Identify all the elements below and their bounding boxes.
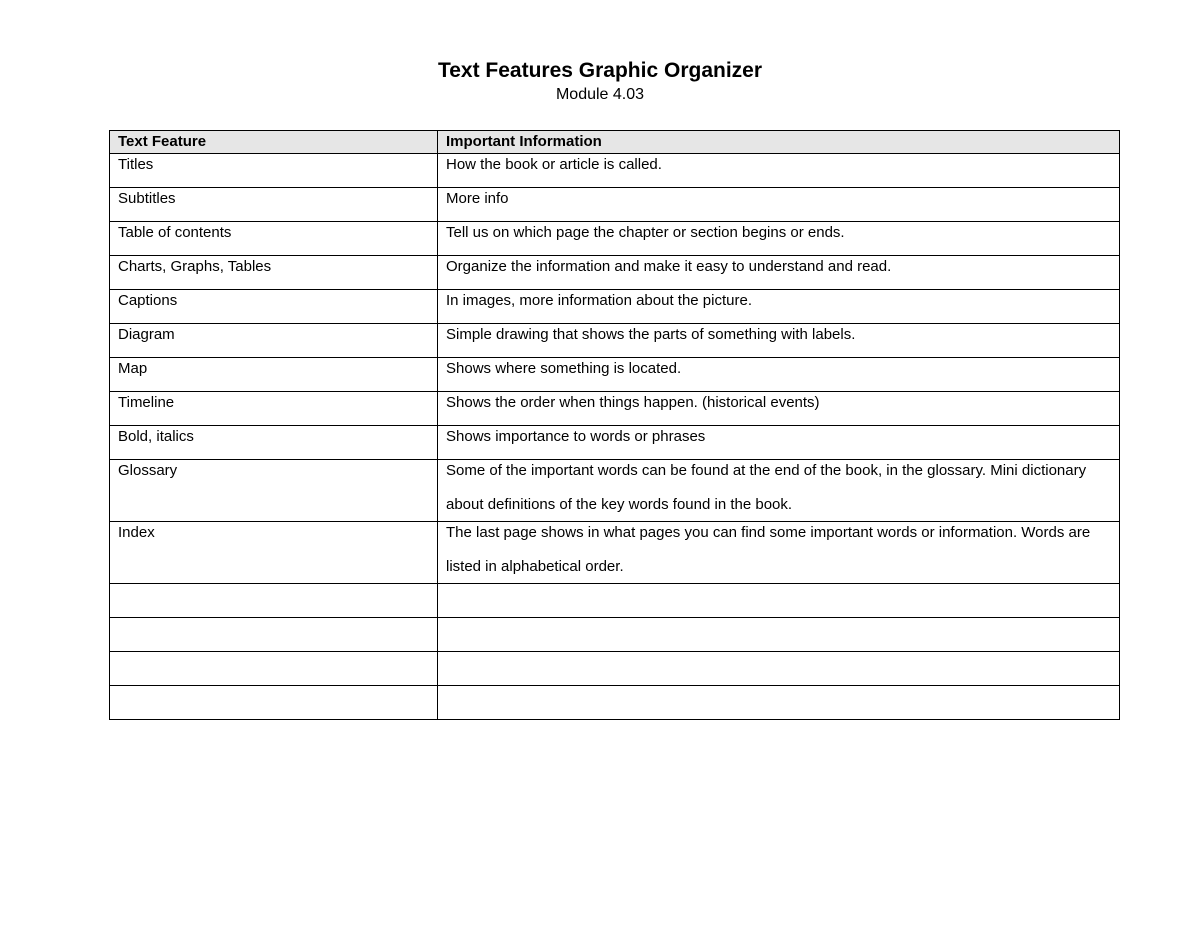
feature-cell: Diagram [110,324,438,358]
feature-cell: Captions [110,290,438,324]
feature-cell: Titles [110,154,438,188]
info-cell: Shows the order when things happen. (historical events) [438,392,1120,426]
feature-cell [110,652,438,686]
table-row [110,188,1120,222]
table-row [110,522,1120,584]
info-cell [438,522,1120,584]
feature-cell [110,618,438,652]
info-cell-text: Some of the important words can be found at the end of the book, in the glossary. Mini dictionary about definitions of the key words found in the book. [446,462,1087,513]
table-row [110,460,1120,522]
feature-cell: Table of contents [110,222,438,256]
table-row [110,222,1120,256]
info-cell: Organize the information and make it easy to understand and read. [438,256,1120,290]
graphic-organizer-table [109,130,1120,720]
feature-cell [110,584,438,618]
table-row [110,324,1120,358]
feature-cell [110,686,438,720]
info-cell-text: The last page shows in what pages you can find some important words or information. Words are listed in alphabetical order. [446,524,1091,575]
table-row [110,154,1120,188]
info-cell: In images, more information about the picture. [438,290,1120,324]
feature-cell: Map [110,358,438,392]
feature-cell: Bold, italics [110,426,438,460]
info-cell: How the book or article is called. [438,154,1120,188]
table-row-empty [110,618,1120,652]
info-cell: Shows where something is located. [438,358,1120,392]
info-cell: Tell us on which page the chapter or section begins or ends. [438,222,1120,256]
header-text-feature: Text Feature [110,131,438,154]
table-row [110,290,1120,324]
info-cell: Shows importance to words or phrases [438,426,1120,460]
page-title: Text Features Graphic Organizer [437,59,763,82]
info-cell [438,584,1120,618]
feature-cell: Timeline [110,392,438,426]
feature-cell: Subtitles [110,188,438,222]
header-important-information: Important Information [438,131,1120,154]
table-row [110,256,1120,290]
info-cell: More info [438,188,1120,222]
info-cell [438,652,1120,686]
feature-cell: Glossary [110,460,438,522]
table-row-empty [110,686,1120,720]
table-row [110,358,1120,392]
table-row [110,392,1120,426]
feature-cell: Index [110,522,438,584]
table-row-empty [110,652,1120,686]
page-subtitle: Module 4.03 [555,86,645,103]
table-header-row [110,131,1120,154]
info-cell [438,686,1120,720]
info-cell [438,618,1120,652]
info-cell: Simple drawing that shows the parts of something with labels. [438,324,1120,358]
table-row-empty [110,584,1120,618]
feature-cell: Charts, Graphs, Tables [110,256,438,290]
info-cell [438,460,1120,522]
